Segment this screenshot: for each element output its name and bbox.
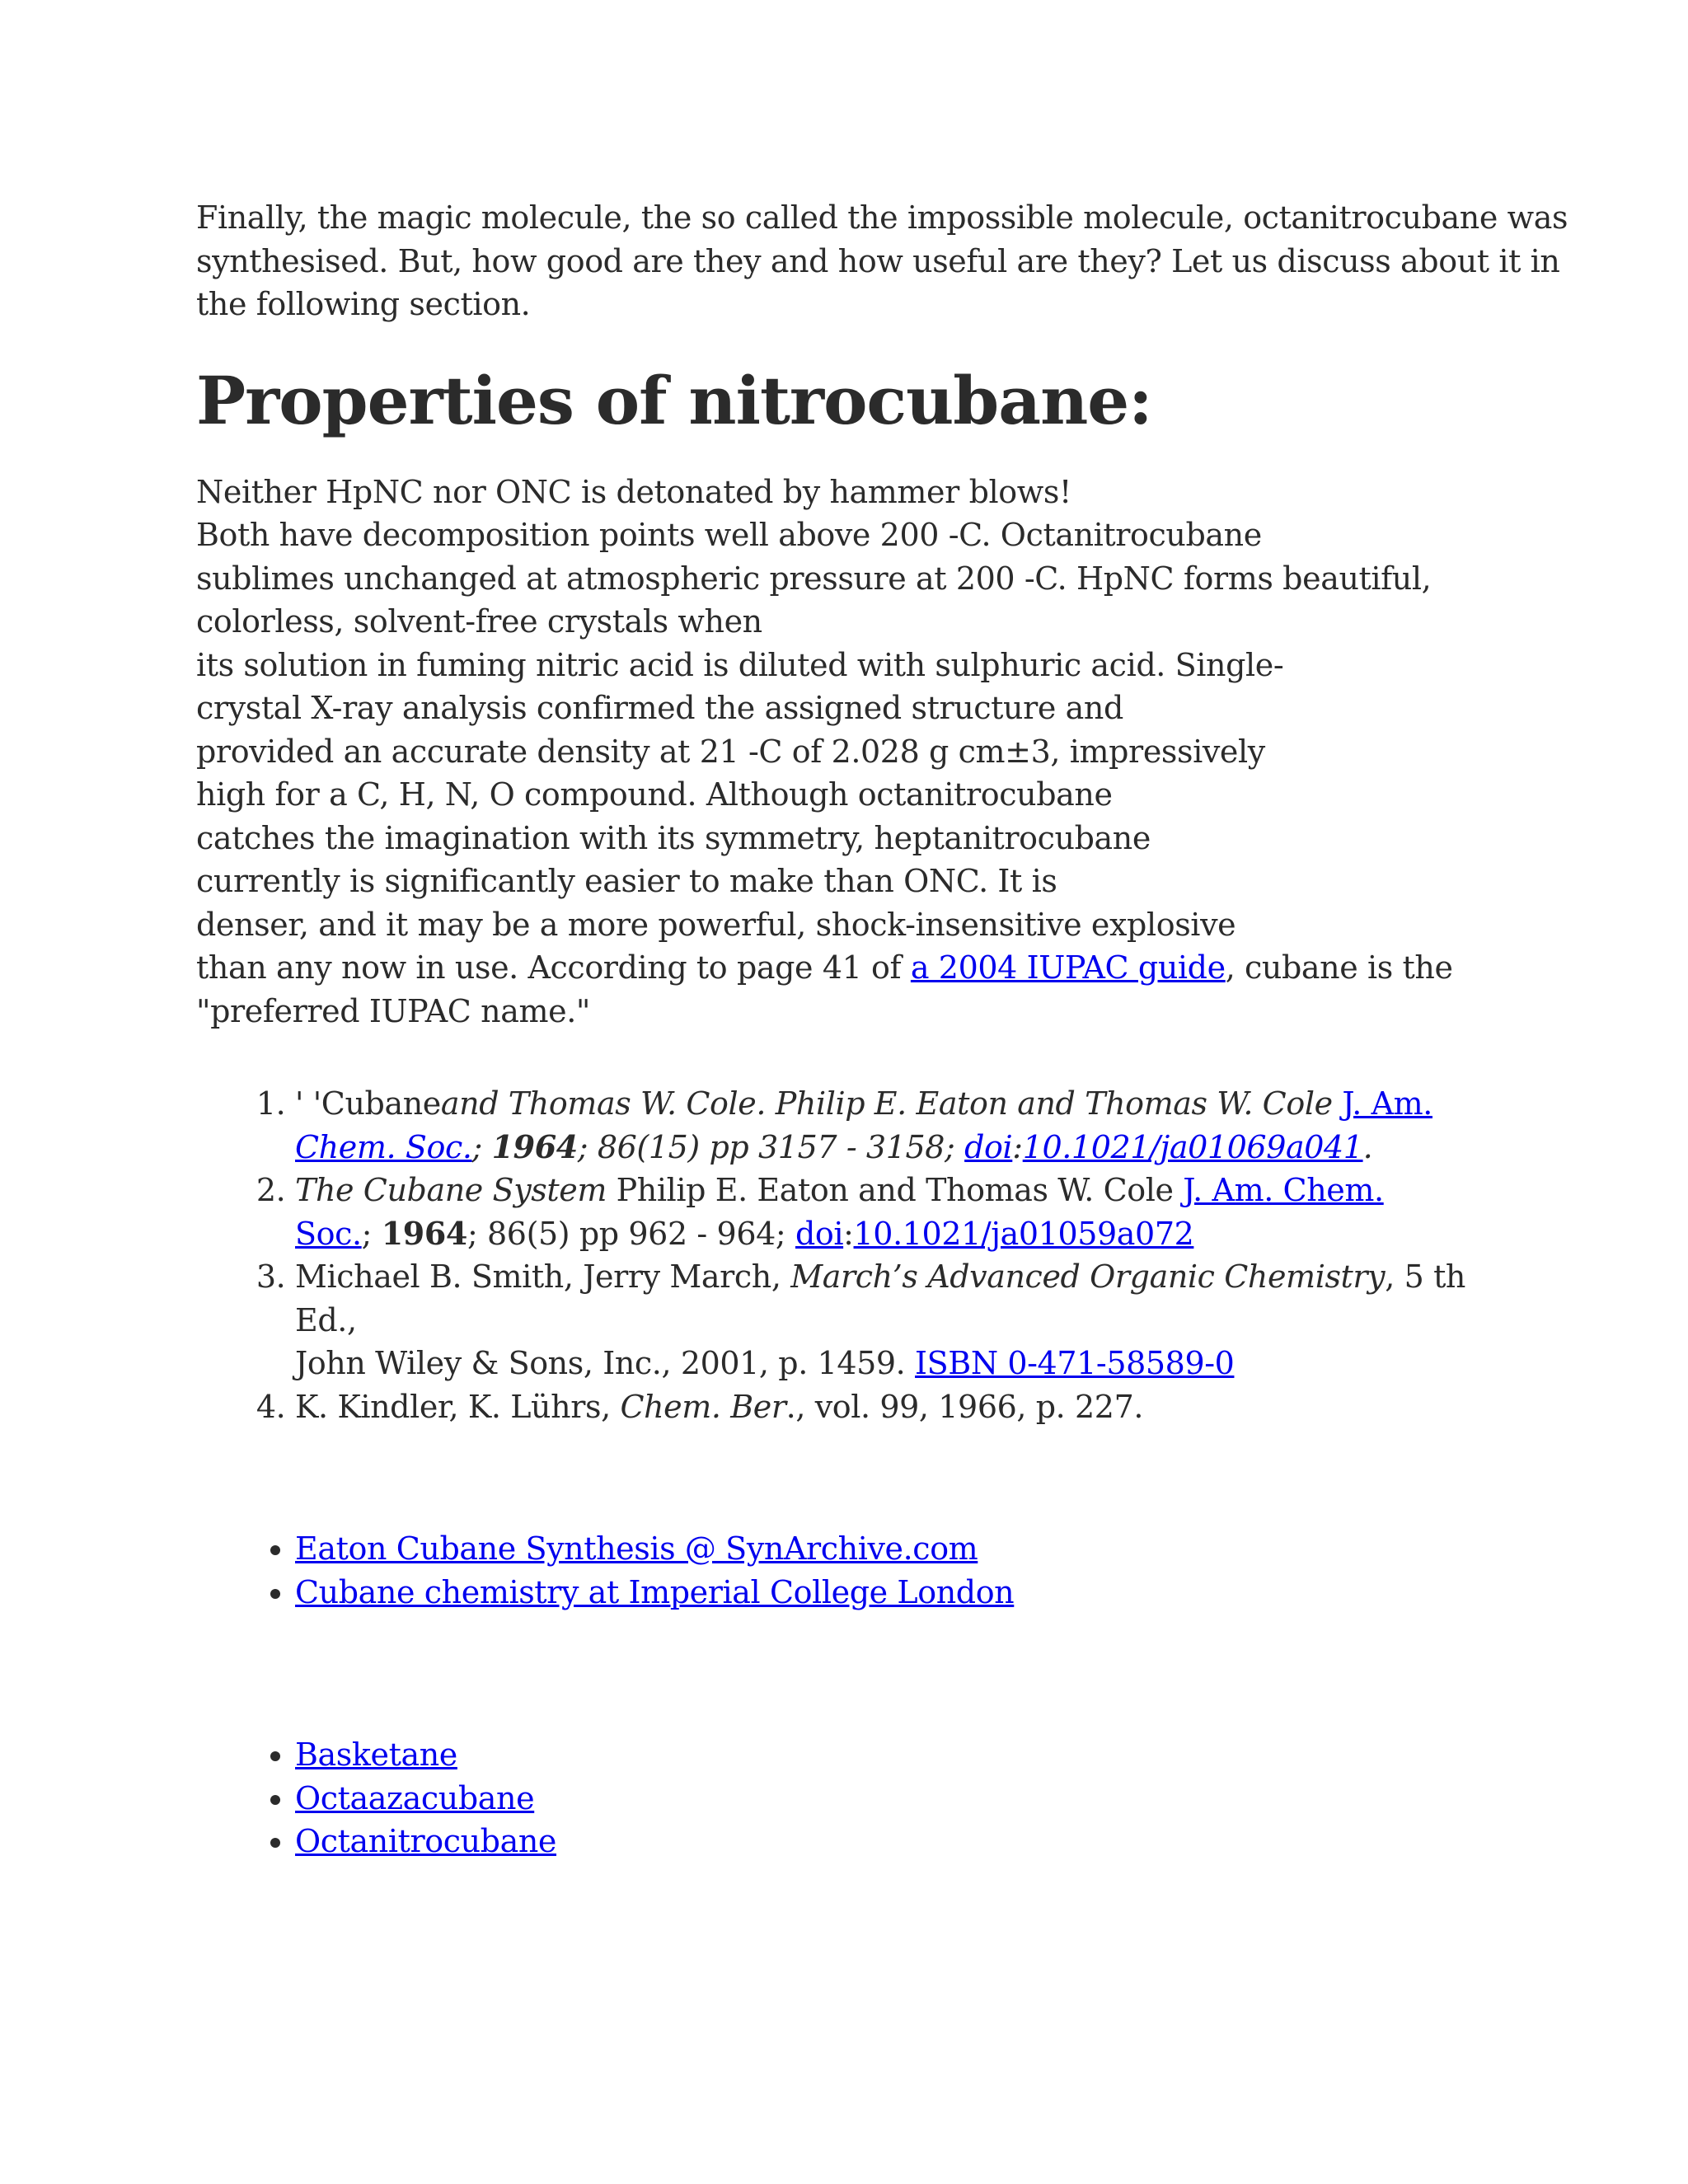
iupac-guide-link[interactable]: a 2004 IUPAC guide — [910, 949, 1226, 986]
octanitrocubane-link[interactable]: Octanitrocubane — [295, 1823, 557, 1859]
reference-text: ., vol. 99, 1966, p. 227. — [785, 1388, 1144, 1425]
properties-text: than any now in use. According to page 41 of — [196, 949, 911, 986]
properties-line: currently is significantly easier to make than ONC. It is — [196, 863, 1057, 899]
intro-line: synthesised. But, how good are they and how useful are they? Let us discuss about it in — [196, 242, 1560, 279]
reference-item — [295, 1082, 1515, 1169]
references-list — [196, 1082, 1515, 1428]
reference-item — [295, 1255, 1515, 1385]
properties-line: crystal X-ray analysis confirmed the assigned structure and — [196, 690, 1123, 726]
list-item — [295, 1527, 1515, 1571]
properties-line: catches the imagination with its symmetry, heptanitrocubane — [196, 819, 1151, 856]
reference-item — [295, 1385, 1515, 1429]
properties-line: colorless, solvent-free crystals when — [196, 603, 762, 640]
properties-paragraph — [196, 471, 1515, 1033]
list-item — [295, 1820, 1515, 1863]
list-item — [295, 1571, 1515, 1615]
document-page — [196, 196, 1568, 1863]
properties-line — [196, 946, 1515, 990]
reference-item — [295, 1169, 1515, 1255]
reference-text: John Wiley & Sons, Inc., 2001, p. 1459. — [295, 1345, 916, 1381]
external-links-list — [196, 1527, 1515, 1614]
doi-link[interactable]: doi — [795, 1215, 844, 1252]
imperial-college-link[interactable]: Cubane chemistry at Imperial College London — [295, 1573, 1015, 1610]
properties-line: "preferred IUPAC name." — [196, 992, 590, 1029]
properties-line: its solution in fuming nitric acid is diluted with sulphuric acid. Single- — [196, 646, 1284, 683]
properties-line: Neither HpNC nor ONC is detonated by hammer blows! — [196, 473, 1071, 510]
intro-line: Finally, the magic molecule, the so called the impossible molecule, octanitrocubane was — [196, 199, 1568, 236]
reference-journal: Chem. Ber — [620, 1388, 786, 1425]
reference-title: The Cubane System — [295, 1172, 607, 1208]
properties-text: , cubane is the — [1225, 949, 1453, 986]
reference-text: Philip E. Eaton and Thomas W. Cole — [606, 1172, 1184, 1208]
properties-line: Both have decomposition points well above 200 -C. Octanitrocubane — [196, 517, 1262, 553]
intro-line: the following section. — [196, 286, 531, 322]
intro-paragraph — [196, 196, 1568, 326]
reference-text: ' 'Cubane — [295, 1085, 441, 1122]
journal-link[interactable]: J. Am. Chem. — [1183, 1172, 1384, 1208]
journal-link[interactable]: Chem. Soc. — [295, 1128, 472, 1165]
synarchive-link[interactable]: Eaton Cubane Synthesis @ SynArchive.com — [295, 1530, 978, 1567]
reference-text: Michael B. Smith, Jerry March, — [295, 1258, 791, 1295]
reference-italic-text: and Thomas W. Cole. Philip E. Eaton and Thomas W. Cole — [440, 1085, 1343, 1122]
octaazacubane-link[interactable]: Octaazacubane — [295, 1779, 535, 1816]
reference-italic-text: : — [1012, 1128, 1023, 1165]
properties-line: high for a C, H, N, O compound. Although octanitrocubane — [196, 776, 1113, 813]
see-also-list — [196, 1733, 1515, 1863]
reference-text: ; — [361, 1215, 382, 1252]
list-item — [295, 1777, 1515, 1821]
properties-line: denser, and it may be a more powerful, shock-insensitive explosive — [196, 906, 1236, 943]
doi-value-link[interactable]: 10.1021/ja01059a072 — [853, 1215, 1194, 1252]
reference-text: ; 86(5) pp 962 - 964; — [467, 1215, 795, 1252]
reference-year: 1964 — [381, 1214, 467, 1252]
reference-italic-text: ; — [471, 1128, 492, 1165]
list-item — [295, 1733, 1515, 1777]
reference-title: March’s Advanced Organic Chemistry — [790, 1258, 1386, 1295]
properties-line: sublimes unchanged at atmospheric pressure at 200 -C. HpNC forms beautiful, — [196, 560, 1432, 597]
journal-link[interactable]: Soc. — [295, 1215, 362, 1252]
reference-italic-text: ; 86(15) pp 3157 - 3158; — [577, 1128, 965, 1165]
reference-text: K. Kindler, K. Lührs, — [295, 1388, 621, 1425]
reference-italic-text: . — [1362, 1128, 1373, 1165]
doi-value-link[interactable]: 10.1021/ja01069a041 — [1022, 1128, 1363, 1165]
reference-text: : — [843, 1215, 854, 1252]
isbn-link[interactable]: ISBN 0-471-58589-0 — [915, 1345, 1235, 1381]
section-heading: Properties of nitrocubane: — [196, 361, 1152, 439]
properties-line: provided an accurate density at 21 -C of 2.028 g cm±3, impressively — [196, 733, 1265, 770]
basketane-link[interactable]: Basketane — [295, 1736, 457, 1773]
reference-year: 1964 — [491, 1127, 578, 1165]
journal-link[interactable]: J. Am. — [1342, 1085, 1432, 1122]
reference-text: , 5 th Ed., — [295, 1258, 1466, 1338]
doi-link[interactable]: doi — [964, 1128, 1013, 1165]
